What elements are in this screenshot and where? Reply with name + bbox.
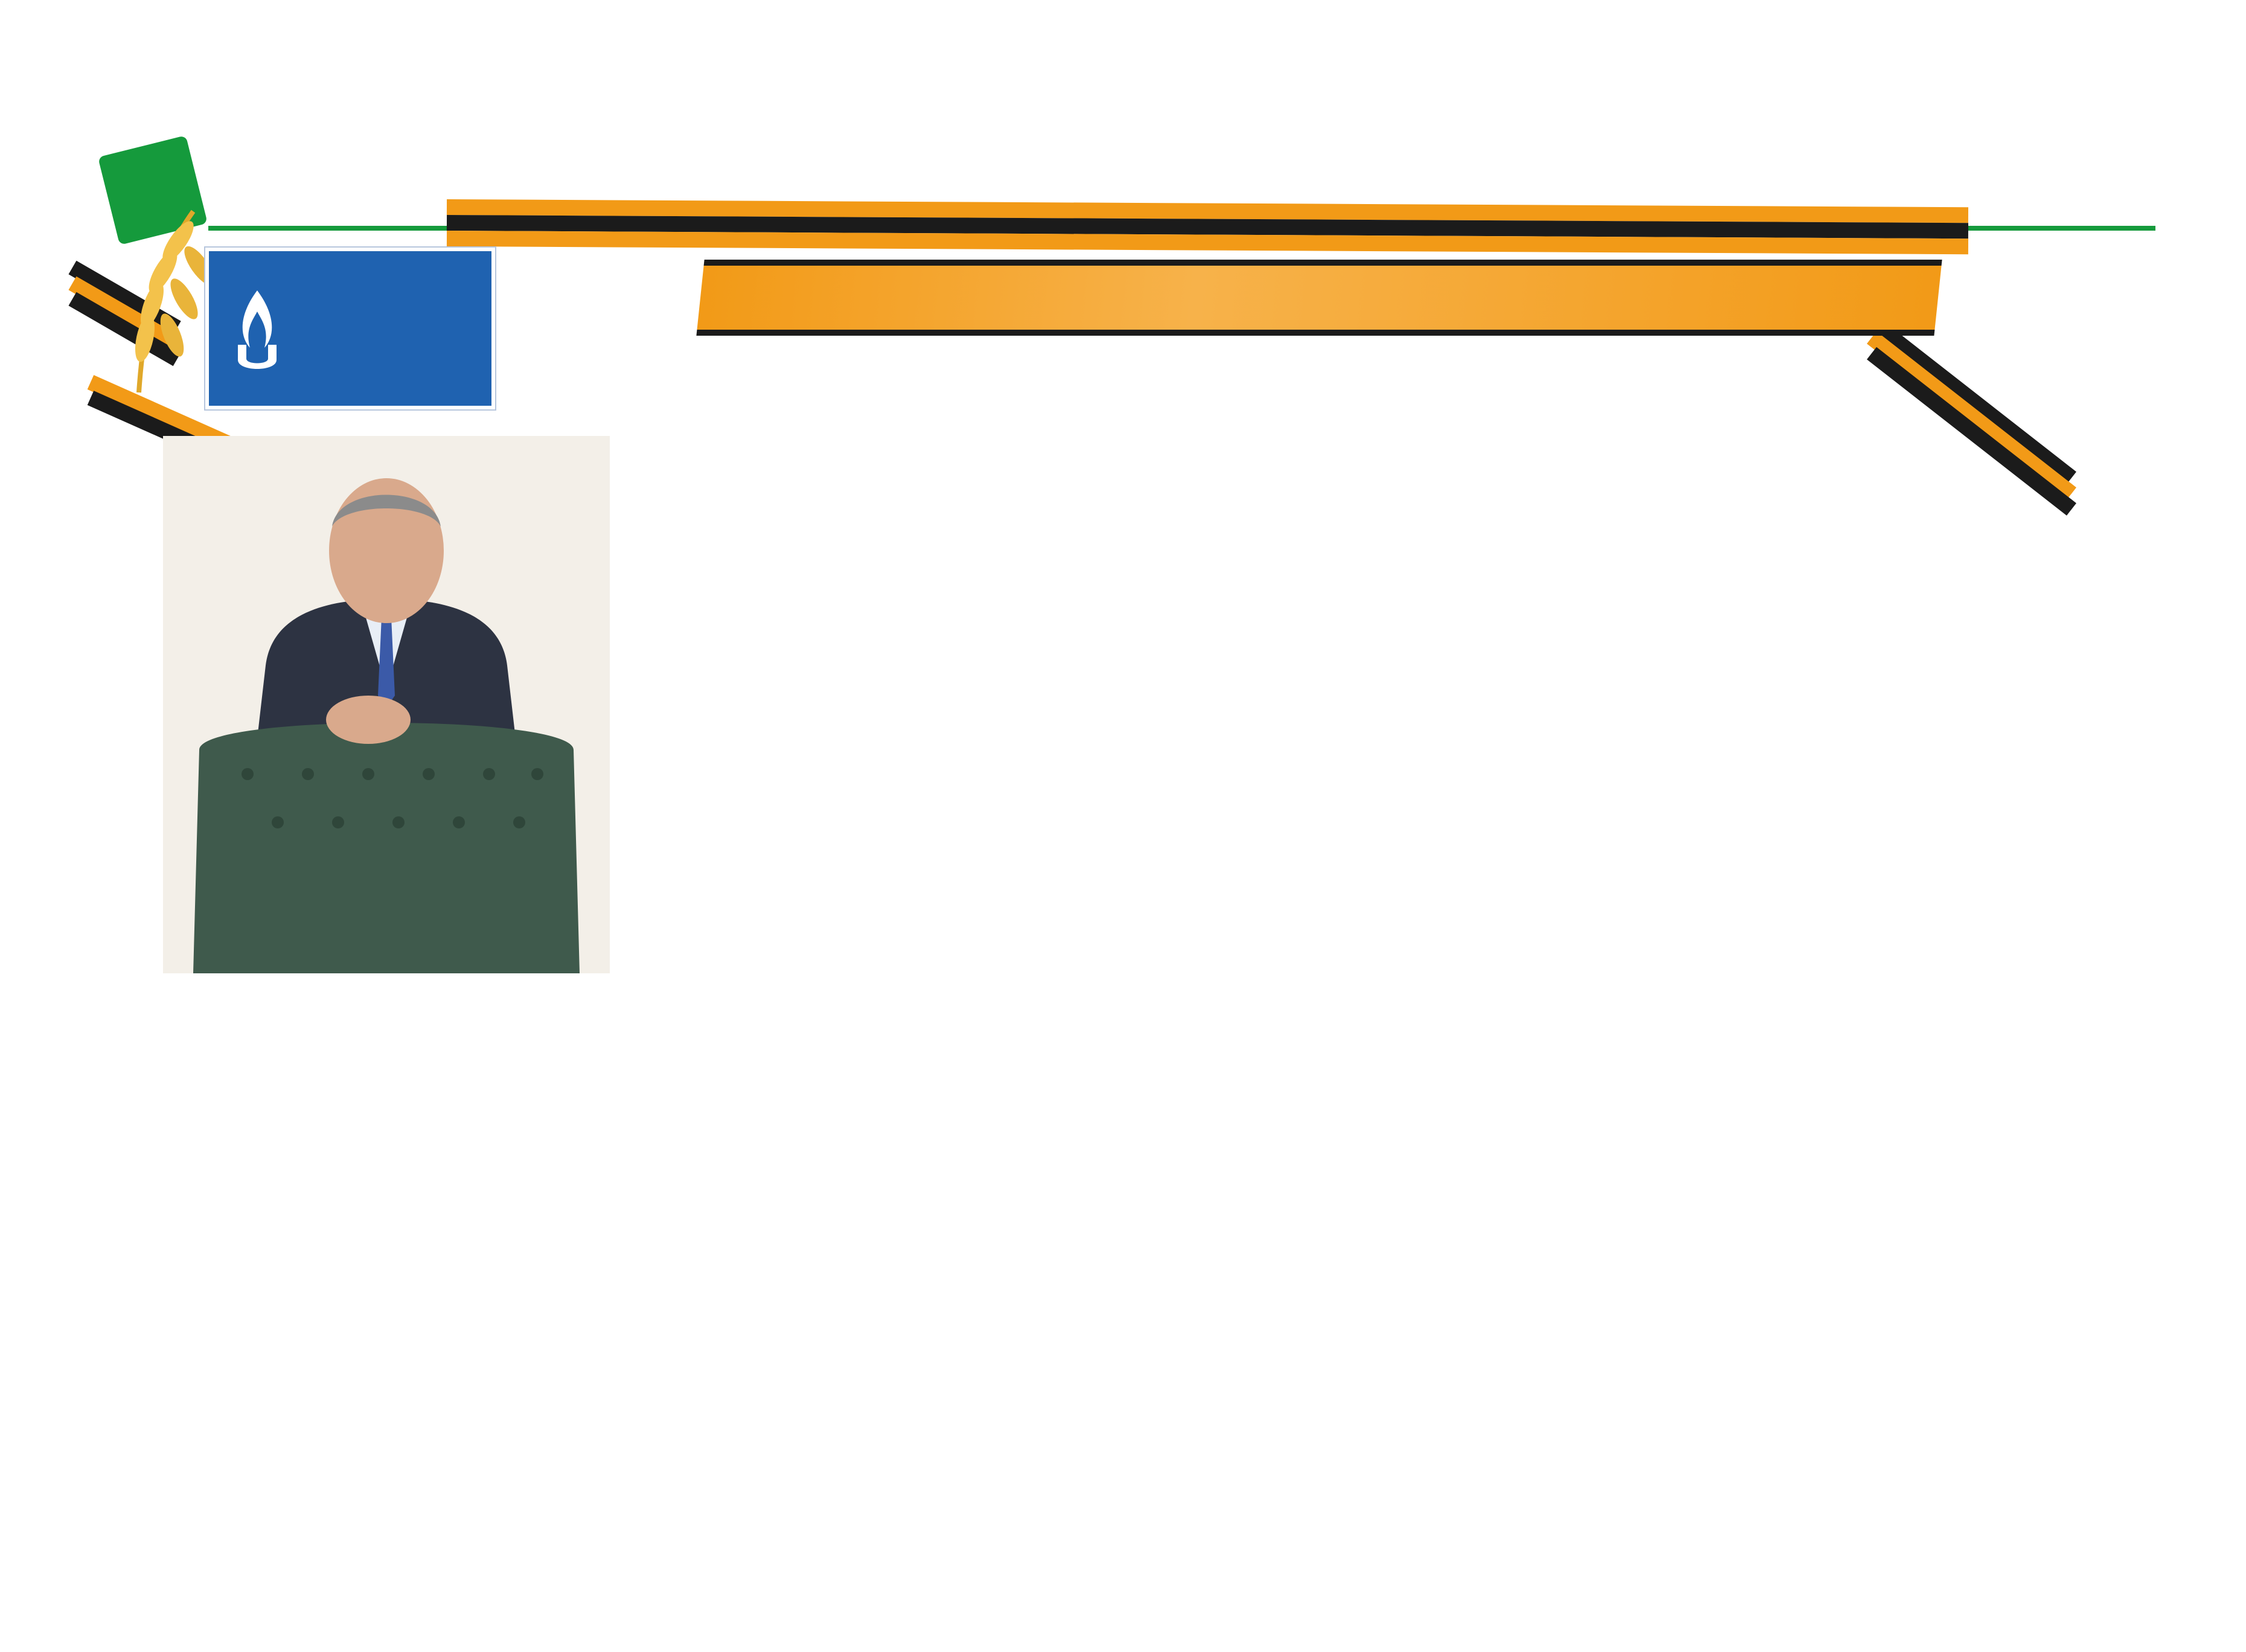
subheadline-band xyxy=(696,260,1942,336)
ribbon-stripe xyxy=(1867,331,2076,500)
header-rule-left xyxy=(208,226,447,231)
gazprom-logo xyxy=(205,248,495,409)
header-rule-right xyxy=(1956,226,2155,231)
director-figure-icon xyxy=(163,436,610,973)
gazprom-flame-icon xyxy=(233,287,281,378)
ribbon-stripe xyxy=(1867,347,2076,516)
director-portrait-photo xyxy=(163,436,610,973)
ribbon-stripe xyxy=(1867,316,2076,484)
